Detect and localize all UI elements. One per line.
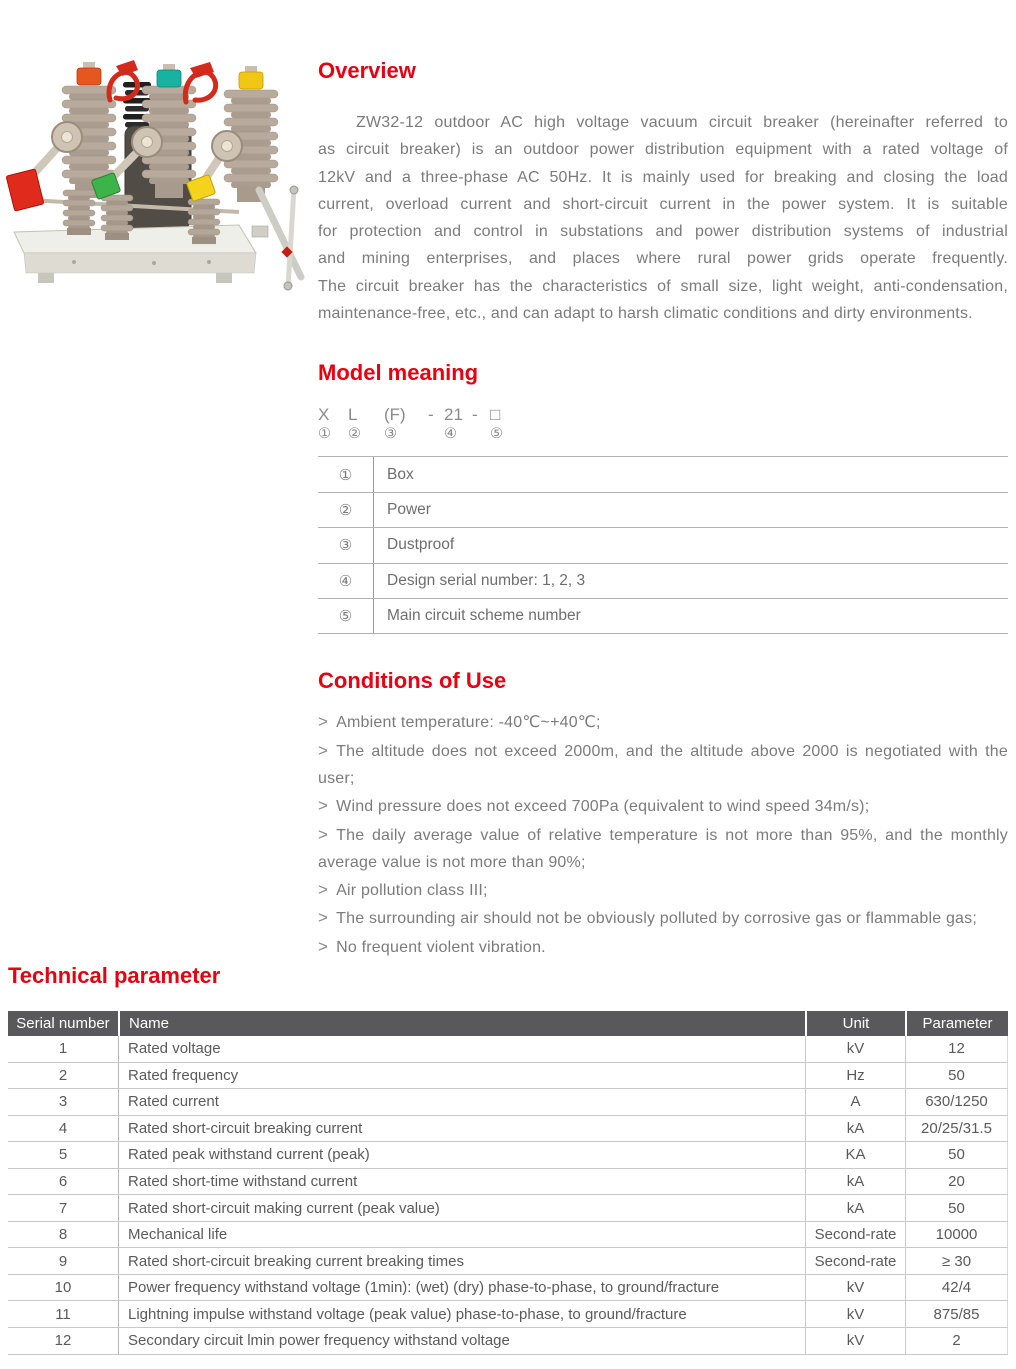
model-code-column bbox=[348, 405, 384, 443]
model-code-column bbox=[428, 405, 444, 443]
overview-paragraph-line: maintenance-free, etc., and can adapt to harsh climatic conditions and dirty environments. bbox=[318, 305, 973, 323]
condition-bullet-icon: > bbox=[318, 712, 329, 732]
column-header-unit: Unit bbox=[805, 1011, 905, 1036]
condition-text: The daily average value of relative temperature is not more than 95%, and the monthly bbox=[336, 826, 1008, 844]
model-code-column bbox=[318, 405, 348, 443]
technical-parameter-title: Technical parameter bbox=[8, 963, 221, 988]
overview-paragraph-line: The circuit breaker has the characteristics of small size, light weight, anti-condensation, bbox=[318, 277, 1008, 295]
overview-paragraph-line: for protection and control in substations and power distribution systems of industrial bbox=[318, 223, 1008, 241]
table-row bbox=[8, 1116, 1008, 1143]
cell-name: Rated current bbox=[118, 1089, 805, 1115]
condition-line bbox=[318, 708, 1008, 736]
model-row-marker: ② bbox=[318, 493, 374, 527]
cell-parameter: 50 bbox=[905, 1195, 1008, 1221]
cell-serial-number: 9 bbox=[58, 1252, 68, 1270]
condition-text: Air pollution class III; bbox=[336, 882, 488, 900]
cell-parameter: 630/1250 bbox=[905, 1089, 1008, 1115]
overview-paragraph-line: and mining enterprises, and places where rural power grids operate frequently. bbox=[318, 250, 1008, 268]
cell-name: Mechanical life bbox=[118, 1222, 805, 1248]
cell-name: Secondary circuit lmin power frequency withstand voltage bbox=[118, 1328, 805, 1354]
column-header-name: Name bbox=[118, 1011, 805, 1036]
overview-paragraph-line: 12kV and a three-phase AC 50Hz. It is mainly used for breaking and closing the load bbox=[318, 168, 1008, 186]
cell-unit: Second-rate bbox=[805, 1222, 905, 1248]
table-row bbox=[8, 1063, 1008, 1090]
cell-serial-number: 5 bbox=[58, 1146, 68, 1164]
cell-parameter: ≥ 30 bbox=[905, 1248, 1008, 1274]
model-meaning-title: Model meaning bbox=[318, 360, 479, 386]
condition-item bbox=[318, 904, 1008, 932]
cell-serial-number: 11 bbox=[55, 1305, 71, 1323]
model-code-symbol: 21 bbox=[444, 405, 463, 425]
model-code-column bbox=[384, 405, 428, 443]
condition-line bbox=[318, 792, 1008, 820]
overview-paragraph-line: current, overload current and short-circuit current in the power system. It is suitable bbox=[318, 195, 1008, 213]
condition-text: Wind pressure does not exceed 700Pa (equivalent to wind speed 34m/s); bbox=[336, 798, 870, 816]
cell-serial-number: 2 bbox=[58, 1066, 68, 1084]
model-code-symbol: - bbox=[472, 405, 478, 425]
condition-line bbox=[318, 821, 1008, 849]
table-row bbox=[8, 1089, 1008, 1116]
model-row-marker: ⑤ bbox=[318, 599, 374, 633]
table-row bbox=[8, 1248, 1008, 1275]
model-code-marker bbox=[428, 425, 444, 443]
cell-serial-number: 7 bbox=[58, 1199, 68, 1217]
model-code-symbol: - bbox=[428, 405, 434, 425]
cell-parameter: 20/25/31.5 bbox=[905, 1116, 1008, 1142]
model-code-symbol: (F) bbox=[384, 405, 406, 425]
model-code-column bbox=[444, 405, 472, 443]
condition-text: The altitude does not exceed 2000m, and the altitude above 2000 is negotiated with the bbox=[336, 742, 1008, 760]
model-code-marker: ② bbox=[348, 426, 361, 443]
cell-name: Rated peak withstand current (peak) bbox=[118, 1142, 805, 1168]
condition-line bbox=[318, 904, 1008, 932]
overview-paragraph-line: as circuit breaker) is an outdoor power distribution equipment with a rated voltage of bbox=[318, 141, 1008, 159]
model-meaning-table bbox=[318, 456, 1008, 634]
cell-parameter: 10000 bbox=[905, 1222, 1008, 1248]
cell-name: Rated short-circuit making current (peak value) bbox=[118, 1195, 805, 1221]
condition-text: user; bbox=[318, 769, 355, 787]
model-code-column bbox=[472, 405, 490, 443]
model-code bbox=[318, 405, 1008, 443]
table-row bbox=[8, 1142, 1008, 1169]
table-row bbox=[8, 1275, 1008, 1302]
cell-serial-number: 8 bbox=[58, 1226, 68, 1244]
cell-serial-number: 3 bbox=[58, 1093, 68, 1111]
condition-text: No frequent violent vibration. bbox=[336, 938, 546, 956]
cell-unit: kV bbox=[805, 1328, 905, 1354]
model-code-symbol: L bbox=[348, 405, 358, 425]
cell-unit: KA bbox=[805, 1142, 905, 1168]
table-row bbox=[8, 1222, 1008, 1249]
cell-parameter: 12 bbox=[905, 1036, 1008, 1062]
model-code-symbol: □ bbox=[490, 405, 501, 425]
conditions-list bbox=[318, 708, 1008, 961]
overview-paragraph-line: ZW32-12 outdoor AC high voltage vacuum circuit breaker (hereinafter referred to bbox=[356, 114, 1008, 131]
model-row-marker: ④ bbox=[318, 564, 374, 598]
cell-serial-number: 10 bbox=[54, 1279, 72, 1297]
condition-bullet-icon: > bbox=[318, 796, 329, 816]
cell-parameter: 2 bbox=[905, 1328, 1008, 1354]
model-code-column bbox=[490, 405, 514, 443]
cell-unit: A bbox=[805, 1089, 905, 1115]
model-table-row bbox=[318, 564, 1008, 599]
condition-line bbox=[318, 849, 1008, 876]
column-header-serial-number: Serial number bbox=[16, 1015, 110, 1032]
model-row-marker: ① bbox=[318, 457, 374, 491]
cell-parameter: 50 bbox=[905, 1063, 1008, 1089]
condition-text: The surrounding air should not be obviously polluted by corrosive gas or flammable gas; bbox=[336, 910, 977, 928]
cell-parameter: 42/4 bbox=[905, 1275, 1008, 1301]
table-row bbox=[8, 1195, 1008, 1222]
model-code-marker bbox=[472, 425, 490, 443]
condition-bullet-icon: > bbox=[318, 908, 329, 928]
table-row bbox=[8, 1169, 1008, 1196]
model-table-row bbox=[318, 599, 1008, 634]
condition-bullet-icon: > bbox=[318, 824, 329, 844]
cell-parameter: 20 bbox=[905, 1169, 1008, 1195]
condition-text: average value is not more than 90%; bbox=[318, 853, 586, 871]
cell-parameter: 50 bbox=[905, 1142, 1008, 1168]
model-row-marker: ③ bbox=[318, 528, 374, 562]
condition-line bbox=[318, 876, 1008, 904]
condition-bullet-icon: > bbox=[318, 936, 329, 956]
condition-item bbox=[318, 933, 1008, 961]
model-code-marker: ⑤ bbox=[490, 426, 503, 443]
condition-line bbox=[318, 737, 1008, 765]
table-row bbox=[8, 1328, 1008, 1355]
cell-name: Rated short-circuit breaking current breaking times bbox=[118, 1248, 805, 1274]
cell-unit: Second-rate bbox=[805, 1248, 905, 1274]
cell-unit: kA bbox=[805, 1195, 905, 1221]
model-code-marker: ④ bbox=[444, 426, 457, 443]
model-code-marker: ③ bbox=[384, 426, 397, 443]
condition-line bbox=[318, 765, 1008, 792]
overview-title: Overview bbox=[318, 58, 416, 83]
model-row-label: Box bbox=[387, 465, 414, 483]
cell-name: Lightning impulse withstand voltage (peak value) phase-to-phase, to ground/fracture bbox=[118, 1301, 805, 1327]
condition-bullet-icon: > bbox=[318, 740, 329, 760]
cell-unit: kV bbox=[805, 1036, 905, 1062]
technical-parameter-table bbox=[8, 1011, 1008, 1355]
cell-parameter: 875/85 bbox=[905, 1301, 1008, 1327]
content-column bbox=[318, 0, 1008, 961]
model-row-label: Dustproof bbox=[387, 536, 455, 554]
cell-serial-number: 6 bbox=[58, 1173, 68, 1190]
model-table-row bbox=[318, 528, 1008, 563]
cell-serial-number: 12 bbox=[54, 1332, 72, 1350]
cell-serial-number: 1 bbox=[58, 1040, 68, 1058]
table-row bbox=[8, 1301, 1008, 1328]
condition-line bbox=[318, 933, 1008, 961]
model-row-label: Design serial number: 1, 2, 3 bbox=[387, 571, 586, 589]
circuit-breaker-illustration bbox=[4, 40, 310, 322]
condition-item bbox=[318, 821, 1008, 877]
condition-item bbox=[318, 792, 1008, 820]
column-header-parameter: Parameter bbox=[905, 1011, 1008, 1036]
cell-name: Rated short-time withstand current bbox=[118, 1169, 805, 1195]
overview-paragraph bbox=[318, 109, 1008, 327]
cell-name: Rated voltage bbox=[118, 1036, 805, 1062]
condition-bullet-icon: > bbox=[318, 880, 329, 900]
cell-name: Rated short-circuit breaking current bbox=[118, 1116, 805, 1142]
model-code-symbol: X bbox=[318, 405, 330, 425]
cell-serial-number: 4 bbox=[58, 1119, 68, 1137]
table-body bbox=[8, 1036, 1008, 1355]
model-table-row bbox=[318, 457, 1008, 492]
cell-unit: Hz bbox=[805, 1063, 905, 1089]
cell-unit: kV bbox=[805, 1301, 905, 1327]
conditions-title: Conditions of Use bbox=[318, 668, 507, 694]
condition-item bbox=[318, 876, 1008, 904]
condition-item bbox=[318, 708, 1008, 736]
product-image bbox=[4, 40, 310, 322]
table-header-row bbox=[8, 1011, 1008, 1036]
model-code-marker: ① bbox=[318, 426, 331, 443]
cell-name: Rated frequency bbox=[118, 1063, 805, 1089]
model-row-label: Main circuit scheme number bbox=[387, 607, 581, 625]
condition-item bbox=[318, 737, 1008, 793]
model-table-row bbox=[318, 493, 1008, 528]
model-row-label: Power bbox=[387, 500, 431, 518]
cell-unit: kA bbox=[805, 1169, 905, 1195]
condition-text: Ambient temperature: -40℃~+40℃; bbox=[336, 714, 601, 732]
table-row bbox=[8, 1036, 1008, 1063]
cell-unit: kV bbox=[805, 1275, 905, 1301]
cell-unit: kA bbox=[805, 1116, 905, 1142]
cell-name: Power frequency withstand voltage (1min): (wet) (dry) phase-to-phase, to ground/fracture bbox=[118, 1275, 805, 1301]
